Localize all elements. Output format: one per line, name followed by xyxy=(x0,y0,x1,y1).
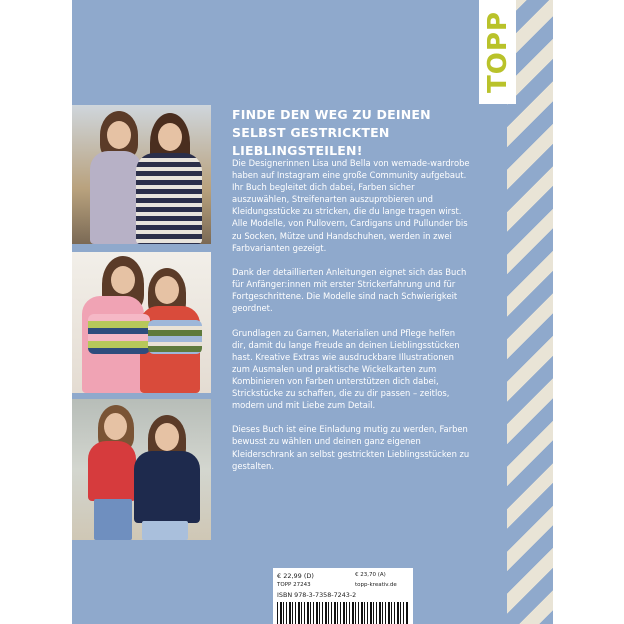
order-number: TOPP 27243 xyxy=(277,582,311,588)
price-isbn-block xyxy=(273,568,413,624)
photo-two-women-outdoors xyxy=(72,105,211,244)
isbn: ISBN 978-3-7358-7243-2 xyxy=(277,591,357,599)
book-back-cover xyxy=(72,0,553,624)
publisher-logo xyxy=(479,0,516,104)
price-at: € 23,70 (A) xyxy=(355,572,386,578)
headline: FINDE DEN WEG ZU DEINEN SELBST GESTRICKTEN LIEBLINGSTEILEN! xyxy=(232,107,431,158)
blurb-text xyxy=(232,157,470,484)
blurb-paragraph: Die Designerinnen Lisa und Bella von wemade-wardrobe haben auf Instagram eine große Community aufgebaut. Ihr Buch begleitet dich dabei, Farben sicher auszuwählen, Streifenarten auszuprobieren und Kleidungsstücke zu stricken, die du lange tragen wirst. Alle Modelle, von Pullovern, Cardigans und Pullunder bis zu Socken, Mütze und Handschuhen, werden in zwei Farbvarianten gezeigt. xyxy=(232,158,470,253)
photo-two-women-walking xyxy=(72,399,211,540)
publisher-website: topp-kreativ.de xyxy=(355,582,397,588)
photo-two-women-with-sweaters xyxy=(72,252,211,393)
blurb-paragraph: Dieses Buch ist eine Einladung mutig zu werden, Farben bewusst zu wählen und deinen ganz eigenen Kleiderschrank an selbst gestrickten Lieblingsstücken zu gestalten. xyxy=(232,424,470,471)
blurb-paragraph: Dank der detaillierten Anleitungen eignet sich das Buch für Anfänger:innen mit erster Strickerfahrung und für Fortgeschrittene. Die Modelle sind nach Schwierigkeit geordnet. xyxy=(232,266,467,314)
price-de: € 22,99 (D) xyxy=(277,572,314,580)
barcode xyxy=(277,602,409,624)
blurb-paragraph: Grundlagen zu Garnen, Materialien und Pflege helfen dir, damit du lange Freude an deinen Lieblingsstücken hast. Kreative Extras wie ausdruckbare Illustrationen zum Ausmalen und praktische Wickelkarten zum Kombinieren von Farben unterstützen dich dabei, Strickstücke zu schaffen, die zu dir passen – zeitlos, modern und mit Liebe zum Detail. xyxy=(232,327,460,411)
logo-text: TOPP xyxy=(482,11,513,93)
